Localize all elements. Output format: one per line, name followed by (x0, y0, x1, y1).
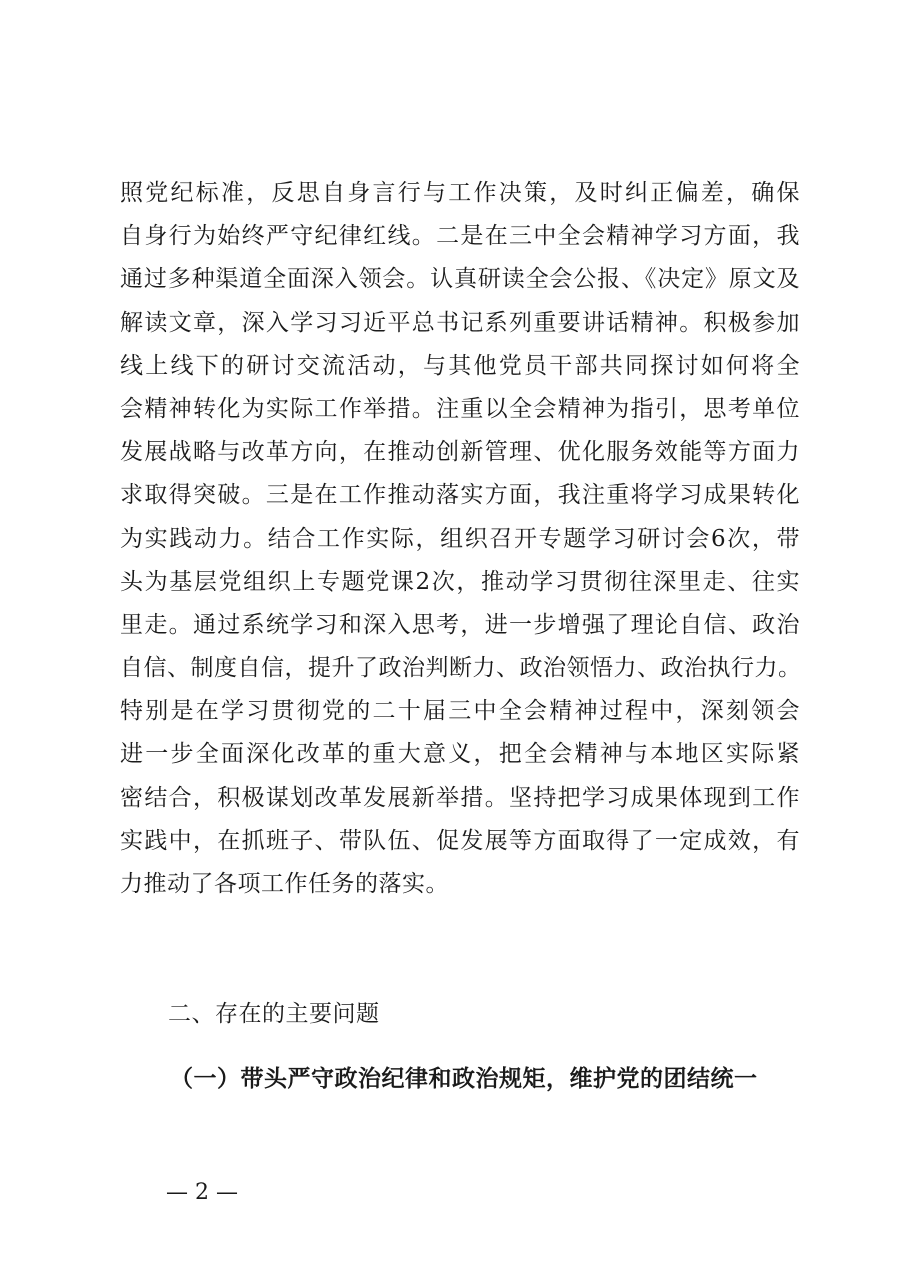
body-line-7: 发展战略与改革方向，在推动创新管理、优化服务效能等方面力 (120, 439, 800, 466)
body-line-2: 自身行为始终严守纪律红线。二是在三中全会精神学习方面，我 (120, 223, 800, 250)
body-line-17: 力推动了各项工作任务的落实。 (120, 871, 449, 897)
body-line-5: 线上线下的研讨交流活动，与其他党员干部共同探讨如何将全 (120, 352, 800, 379)
body-line-10: 头为基层党组织上专题党课2次，推动学习贯彻往深里走、往实 (120, 568, 800, 595)
section-heading: 二、存在的主要问题 (168, 1001, 380, 1027)
body-line-6: 会精神转化为实际工作举措。注重以全会精神为指引，思考单位 (120, 395, 800, 422)
body-line-11: 里走。通过系统学习和深入思考，进一步增强了理论自信、政治 (120, 611, 800, 638)
body-line-12: 自信、制度自信，提升了政治判断力、政治领悟力、政治执行力。 (120, 655, 802, 682)
body-paragraph (120, 172, 800, 906)
body-line-16: 实践中，在抓班子、带队伍、促发展等方面取得了一定成效，有 (120, 827, 800, 854)
page-number: — 2 — (166, 1180, 238, 1205)
body-line-3: 通过多种渠道全面深入领会。认真研读全会公报、《决定》原文及 (120, 266, 800, 293)
body-line-15: 密结合，积极谋划改革发展新举措。坚持把学习成果体现到工作 (120, 784, 800, 811)
body-line-1: 照党纪标准，反思自身言行与工作决策，及时纠正偏差，确保 (120, 180, 800, 206)
body-line-9: 为实践动力。结合工作实际，组织召开专题学习研讨会6次，带 (120, 525, 800, 552)
body-line-4: 解读文章，深入学习习近平总书记系列重要讲话精神。积极参加 (120, 309, 800, 336)
body-line-14: 进一步全面深化改革的重大意义，把全会精神与本地区实际紧 (120, 741, 800, 768)
body-line-8: 求取得突破。三是在工作推动落实方面，我注重将学习成果转化 (120, 482, 800, 509)
subsection-heading: （一）带头严守政治纪律和政治规矩，维护党的团结统一 (170, 1065, 758, 1092)
body-line-13: 特别是在学习贯彻党的二十届三中全会精神过程中，深刻领会 (120, 698, 800, 725)
